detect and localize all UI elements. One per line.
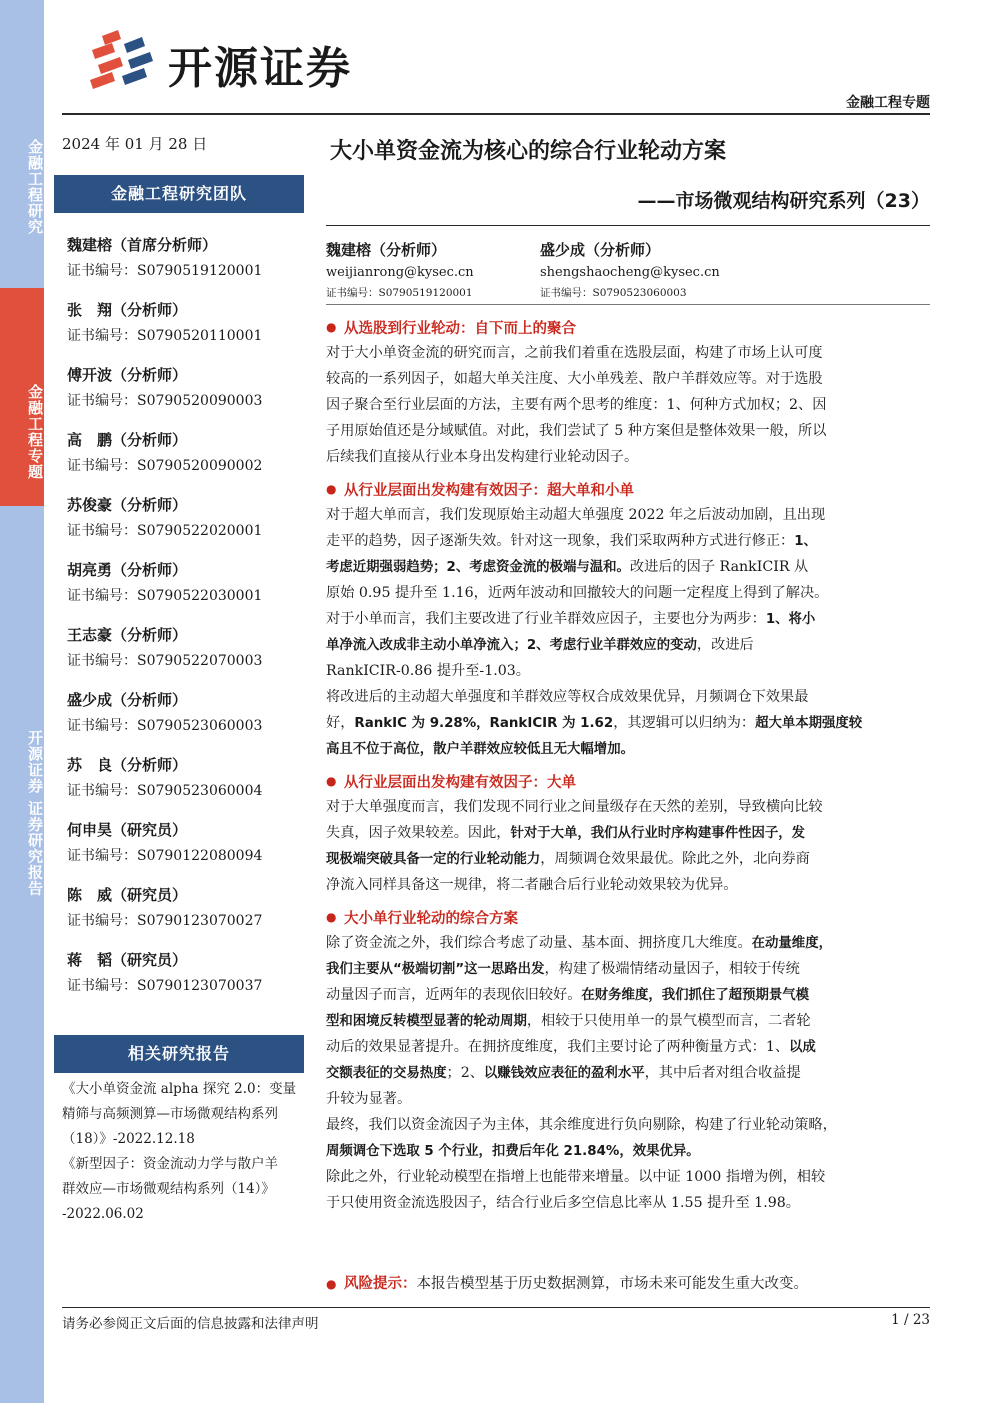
body-text: 原始 0.95 提升至 1.16，近两年波动和回撤较大的问题一定程度上得到了解决。 bbox=[326, 585, 829, 601]
section-heading-text: 从选股到行业轮动：自下而上的聚合 bbox=[344, 320, 576, 337]
paragraph-line bbox=[326, 794, 932, 820]
footer-divider bbox=[62, 1307, 930, 1308]
section-heading bbox=[326, 314, 932, 340]
report-subtitle: ——市场微观结构研究系列（23） bbox=[637, 190, 930, 212]
member-cert: 证书编号：S0790519120001 bbox=[67, 263, 263, 279]
related-report-line[interactable]: 精筛与高频测算—市场微观结构系列 bbox=[62, 1106, 278, 1122]
paragraph-line bbox=[326, 528, 932, 554]
body-text: 对于小单而言，我们主要改进了行业羊群效应因子，主要也分为两步： bbox=[326, 611, 766, 627]
paragraph-line bbox=[326, 632, 932, 658]
team-member bbox=[67, 622, 307, 687]
summary-body bbox=[326, 314, 932, 1216]
paragraph-line bbox=[326, 820, 932, 846]
team-list bbox=[67, 232, 307, 1012]
side-band-bottom bbox=[0, 506, 44, 1403]
member-cert: 证书编号：S0790523060003 bbox=[67, 718, 263, 734]
body-text: 动量因子而言，近两年的表现依旧较好。 bbox=[326, 987, 582, 1003]
risk-notice bbox=[326, 1272, 808, 1293]
section-heading-text: 大小单行业轮动的综合方案 bbox=[344, 910, 518, 927]
team-heading: 金融工程研究团队 bbox=[54, 175, 304, 213]
paragraph-line bbox=[326, 930, 932, 956]
paragraph-line bbox=[326, 1086, 932, 1112]
member-name: 魏建榕（首席分析师） bbox=[67, 236, 218, 254]
member-name: 何申昊（研究员） bbox=[67, 821, 188, 839]
paragraph-line bbox=[326, 658, 932, 684]
member-name: 傅开波（分析师） bbox=[67, 366, 188, 384]
emphasis-text: 我们主要从“极端切割”这一思路出发 bbox=[326, 962, 545, 977]
side-band-middle-label: 金融工程专题 bbox=[26, 384, 44, 480]
emphasis-text: 在财务维度，我们抓住了超预期景气模 bbox=[581, 988, 810, 1003]
report-date: 2024 年 01 月 28 日 bbox=[62, 135, 208, 153]
related-report-line[interactable]: （18）》-2022.12.18 bbox=[62, 1131, 195, 1147]
header-tag: 金融工程专题 bbox=[846, 95, 930, 111]
brand-logo-icon bbox=[88, 30, 154, 92]
body-text: 失真，因子效果较差。因此， bbox=[326, 825, 511, 841]
footer-disclaimer: 请务必参阅正文后面的信息披露和法律声明 bbox=[62, 1316, 319, 1332]
member-name: 苏 良（分析师） bbox=[67, 756, 188, 774]
risk-text: 本报告模型基于历史数据测算，市场未来可能发生重大改变。 bbox=[416, 1276, 808, 1292]
emphasis-text: 以成 bbox=[789, 1040, 816, 1055]
section-heading-text: 从行业层面出发构建有效因子：大单 bbox=[344, 774, 576, 791]
member-cert: 证书编号：S0790523060004 bbox=[67, 783, 263, 799]
header-divider bbox=[62, 113, 930, 115]
member-cert: 证书编号：S0790520090003 bbox=[67, 393, 263, 409]
bullet-icon: ● bbox=[326, 910, 337, 924]
paragraph-line bbox=[326, 606, 932, 632]
team-member bbox=[67, 752, 307, 817]
body-text: 改进后的因子 RankICIR 从 bbox=[629, 559, 809, 575]
member-name: 蒋 韬（研究员） bbox=[67, 951, 188, 969]
author-email[interactable]: shengshaocheng@kysec.cn bbox=[540, 265, 720, 280]
paragraph-line bbox=[326, 872, 932, 898]
body-text: 对于超大单而言，我们发现原始主动超大单强度 2022 年之后波动加剧，且出现 bbox=[326, 507, 826, 523]
member-name: 苏俊豪（分析师） bbox=[67, 496, 188, 514]
body-text: ，其中后者对组合收益提 bbox=[644, 1065, 801, 1081]
body-text: ，相较于只使用单一的景气模型而言，二者轮 bbox=[526, 1013, 811, 1029]
emphasis-text: 周频调仓下选取 5 个行业，扣费后年化 21.84%，效果优异。 bbox=[326, 1144, 700, 1159]
risk-bullet-icon: ● bbox=[326, 1277, 337, 1291]
emphasis-text: 交额表征的交易热度 bbox=[326, 1066, 447, 1081]
author-name: 魏建榕（分析师） bbox=[326, 241, 447, 259]
bullet-icon: ● bbox=[326, 482, 337, 496]
bullet-icon: ● bbox=[326, 320, 337, 334]
team-member bbox=[67, 492, 307, 557]
author-name: 盛少成（分析师） bbox=[540, 241, 661, 259]
section-heading bbox=[326, 768, 932, 794]
body-text: 升较为显著。 bbox=[326, 1091, 412, 1107]
paragraph-line bbox=[326, 1164, 932, 1190]
team-member bbox=[67, 947, 307, 1012]
body-text: ，改进后 bbox=[696, 637, 754, 653]
body-text: 因子聚合至行业层面的方法，主要有两个思考的维度：1、何种方式加权；2、因 bbox=[326, 397, 827, 413]
risk-label: 风险提示： bbox=[344, 1276, 417, 1292]
body-text: 子用原始值还是分域赋值。对此，我们尝试了 5 种方案但是整体效果一般，所以 bbox=[326, 423, 827, 439]
paragraph-line bbox=[326, 956, 932, 982]
member-cert: 证书编号：S0790520110001 bbox=[67, 328, 263, 344]
report-title: 大小单资金流为核心的综合行业轮动方案 bbox=[330, 139, 727, 164]
member-cert: 证书编号：S0790522070003 bbox=[67, 653, 263, 669]
body-text: ，其逻辑可以归纳为： bbox=[613, 715, 756, 731]
emphasis-text: 高且不位于高位，散户羊群效应较低且无大幅增加。 bbox=[326, 742, 634, 757]
title-divider bbox=[326, 225, 930, 226]
bullet-icon: ● bbox=[326, 774, 337, 788]
body-text: 后续我们直接从行业本身出发构建行业轮动因子。 bbox=[326, 449, 639, 465]
page-number: 1 / 23 bbox=[891, 1312, 930, 1328]
related-reports-heading: 相关研究报告 bbox=[54, 1035, 304, 1073]
related-reports-list bbox=[62, 1077, 306, 1227]
team-member bbox=[67, 427, 307, 492]
team-member bbox=[67, 817, 307, 882]
paragraph-line bbox=[326, 710, 932, 736]
author-block bbox=[540, 238, 740, 302]
section-heading bbox=[326, 904, 932, 930]
member-name: 陈 威（研究员） bbox=[67, 886, 188, 904]
author-block bbox=[326, 238, 526, 302]
paragraph-line bbox=[326, 846, 932, 872]
body-text: ，周频调仓效果最优。除此之外，北向券商 bbox=[540, 851, 810, 867]
paragraph-line bbox=[326, 502, 932, 528]
body-text: 好， bbox=[326, 715, 355, 731]
team-member bbox=[67, 297, 307, 362]
emphasis-text: RankIC 为 9.28%，RankICIR 为 1.62 bbox=[354, 716, 614, 731]
member-cert: 证书编号：S0790123070027 bbox=[67, 913, 263, 929]
member-cert: 证书编号：S0790123070037 bbox=[67, 978, 263, 994]
emphasis-text: 1、将小 bbox=[765, 612, 816, 627]
body-text: 将改进后的主动超大单强度和羊群效应等权合成效果优异，月频调仓下效果最 bbox=[326, 689, 809, 705]
paragraph-line bbox=[326, 392, 932, 418]
member-name: 高 鹏（分析师） bbox=[67, 431, 188, 449]
body-text: 除此之外，行业轮动模型在指增上也能带来增量。以中证 1000 指增为例，相较 bbox=[326, 1169, 826, 1185]
body-text: 对于大单强度而言，我们发现不同行业之间量级存在天然的差别，导致横向比较 bbox=[326, 799, 823, 815]
emphasis-text: 1、 bbox=[794, 534, 817, 549]
paragraph-line bbox=[326, 444, 932, 470]
team-member bbox=[67, 882, 307, 947]
paragraph-line bbox=[326, 580, 932, 606]
body-text: 除了资金流之外，我们综合考虑了动量、基本面、拥挤度几大维度。 bbox=[326, 935, 752, 951]
member-name: 胡亮勇（分析师） bbox=[67, 561, 188, 579]
paragraph-line bbox=[326, 736, 932, 762]
paragraph-line bbox=[326, 1138, 932, 1164]
body-text: 动后的效果显著提升。在拥挤度维度，我们主要讨论了两种衡量方式：1、 bbox=[326, 1039, 790, 1055]
body-text: 最终，我们以资金流因子为主体，其余维度进行负向剔除，构建了行业轮动策略， bbox=[326, 1117, 837, 1133]
body-text: 于只使用资金流选股因子，结合行业后多空信息比率从 1.55 提升至 1.98。 bbox=[326, 1195, 800, 1211]
paragraph-line bbox=[326, 340, 932, 366]
paragraph-line bbox=[326, 1008, 932, 1034]
emphasis-text: 考虑近期强弱趋势；2、考虑资金流的极端与温和。 bbox=[326, 560, 630, 575]
paragraph-line bbox=[326, 366, 932, 392]
body-text: 较高的一系列因子，如超大单关注度、大小单残差、散户羊群效应等。对于选股 bbox=[326, 371, 823, 387]
author-cert: 证书编号：S0790523060003 bbox=[540, 287, 687, 299]
member-cert: 证书编号：S0790122080094 bbox=[67, 848, 263, 864]
member-name: 王志豪（分析师） bbox=[67, 626, 188, 644]
paragraph-line bbox=[326, 1190, 932, 1216]
team-member bbox=[67, 362, 307, 427]
body-text: 走平的趋势，因子逐渐失效。针对这一现象，我们采取两种方式进行修正： bbox=[326, 533, 795, 549]
team-member bbox=[67, 232, 307, 297]
paragraph-line bbox=[326, 1112, 932, 1138]
team-member bbox=[67, 557, 307, 622]
side-band-bottom-label: 开源证券 证券研究报告 bbox=[26, 729, 44, 897]
body-text: ；2、 bbox=[446, 1065, 484, 1081]
author-email[interactable]: weijianrong@kysec.cn bbox=[326, 265, 474, 280]
related-report-line[interactable]: 《大小单资金流 alpha 探究 2.0：变量 bbox=[62, 1081, 297, 1097]
paragraph-line bbox=[326, 1060, 932, 1086]
emphasis-text: 以赚钱效应表征的盈利水平 bbox=[483, 1066, 645, 1081]
emphasis-text: 在动量维度， bbox=[751, 936, 832, 951]
paragraph-line bbox=[326, 418, 932, 444]
emphasis-text: 针对于大单，我们从行业时序构建事件性因子，发 bbox=[510, 826, 806, 841]
body-text: RankICIR-0.86 提升至-1.03。 bbox=[326, 663, 530, 679]
related-report-line[interactable]: 《新型因子：资金流动力学与散户羊 bbox=[62, 1156, 278, 1172]
side-band-top-label: 金融工程研究 bbox=[26, 139, 44, 235]
section-heading bbox=[326, 476, 932, 502]
paragraph-line bbox=[326, 1034, 932, 1060]
author-cert: 证书编号：S0790519120001 bbox=[326, 287, 473, 299]
member-name: 张 翔（分析师） bbox=[67, 301, 188, 319]
author-divider bbox=[326, 304, 930, 305]
emphasis-text: 型和困境反转模型显著的轮动周期 bbox=[326, 1014, 527, 1029]
body-text: 对于大小单资金流的研究而言，之前我们着重在选股层面，构建了市场上认可度 bbox=[326, 345, 823, 361]
body-text: 净流入同样具备这一规律，将二者融合后行业轮动效果较为优异。 bbox=[326, 877, 738, 893]
member-cert: 证书编号：S0790522030001 bbox=[67, 588, 263, 604]
paragraph-line bbox=[326, 982, 932, 1008]
related-report-line[interactable]: 群效应—市场微观结构系列（14）》 bbox=[62, 1181, 275, 1197]
member-cert: 证书编号：S0790522020001 bbox=[67, 523, 263, 539]
emphasis-text: 超大单本期强度较 bbox=[755, 716, 863, 731]
related-report-line[interactable]: -2022.06.02 bbox=[62, 1206, 144, 1222]
brand-logo bbox=[88, 26, 378, 96]
emphasis-text: 现极端突破具备一定的行业轮动能力 bbox=[326, 852, 541, 867]
team-member bbox=[67, 687, 307, 752]
body-text: ，构建了极端情绪动量因子，相较于传统 bbox=[544, 961, 800, 977]
section-heading-text: 从行业层面出发构建有效因子：超大单和小单 bbox=[344, 482, 634, 499]
brand-name: 开源证券 bbox=[168, 43, 352, 94]
emphasis-text: 单净流入改成非主动小单净流入；2、考虑行业羊群效应的变动 bbox=[326, 638, 697, 653]
member-cert: 证书编号：S0790520090002 bbox=[67, 458, 263, 474]
member-name: 盛少成（分析师） bbox=[67, 691, 188, 709]
paragraph-line bbox=[326, 684, 932, 710]
paragraph-line bbox=[326, 554, 932, 580]
